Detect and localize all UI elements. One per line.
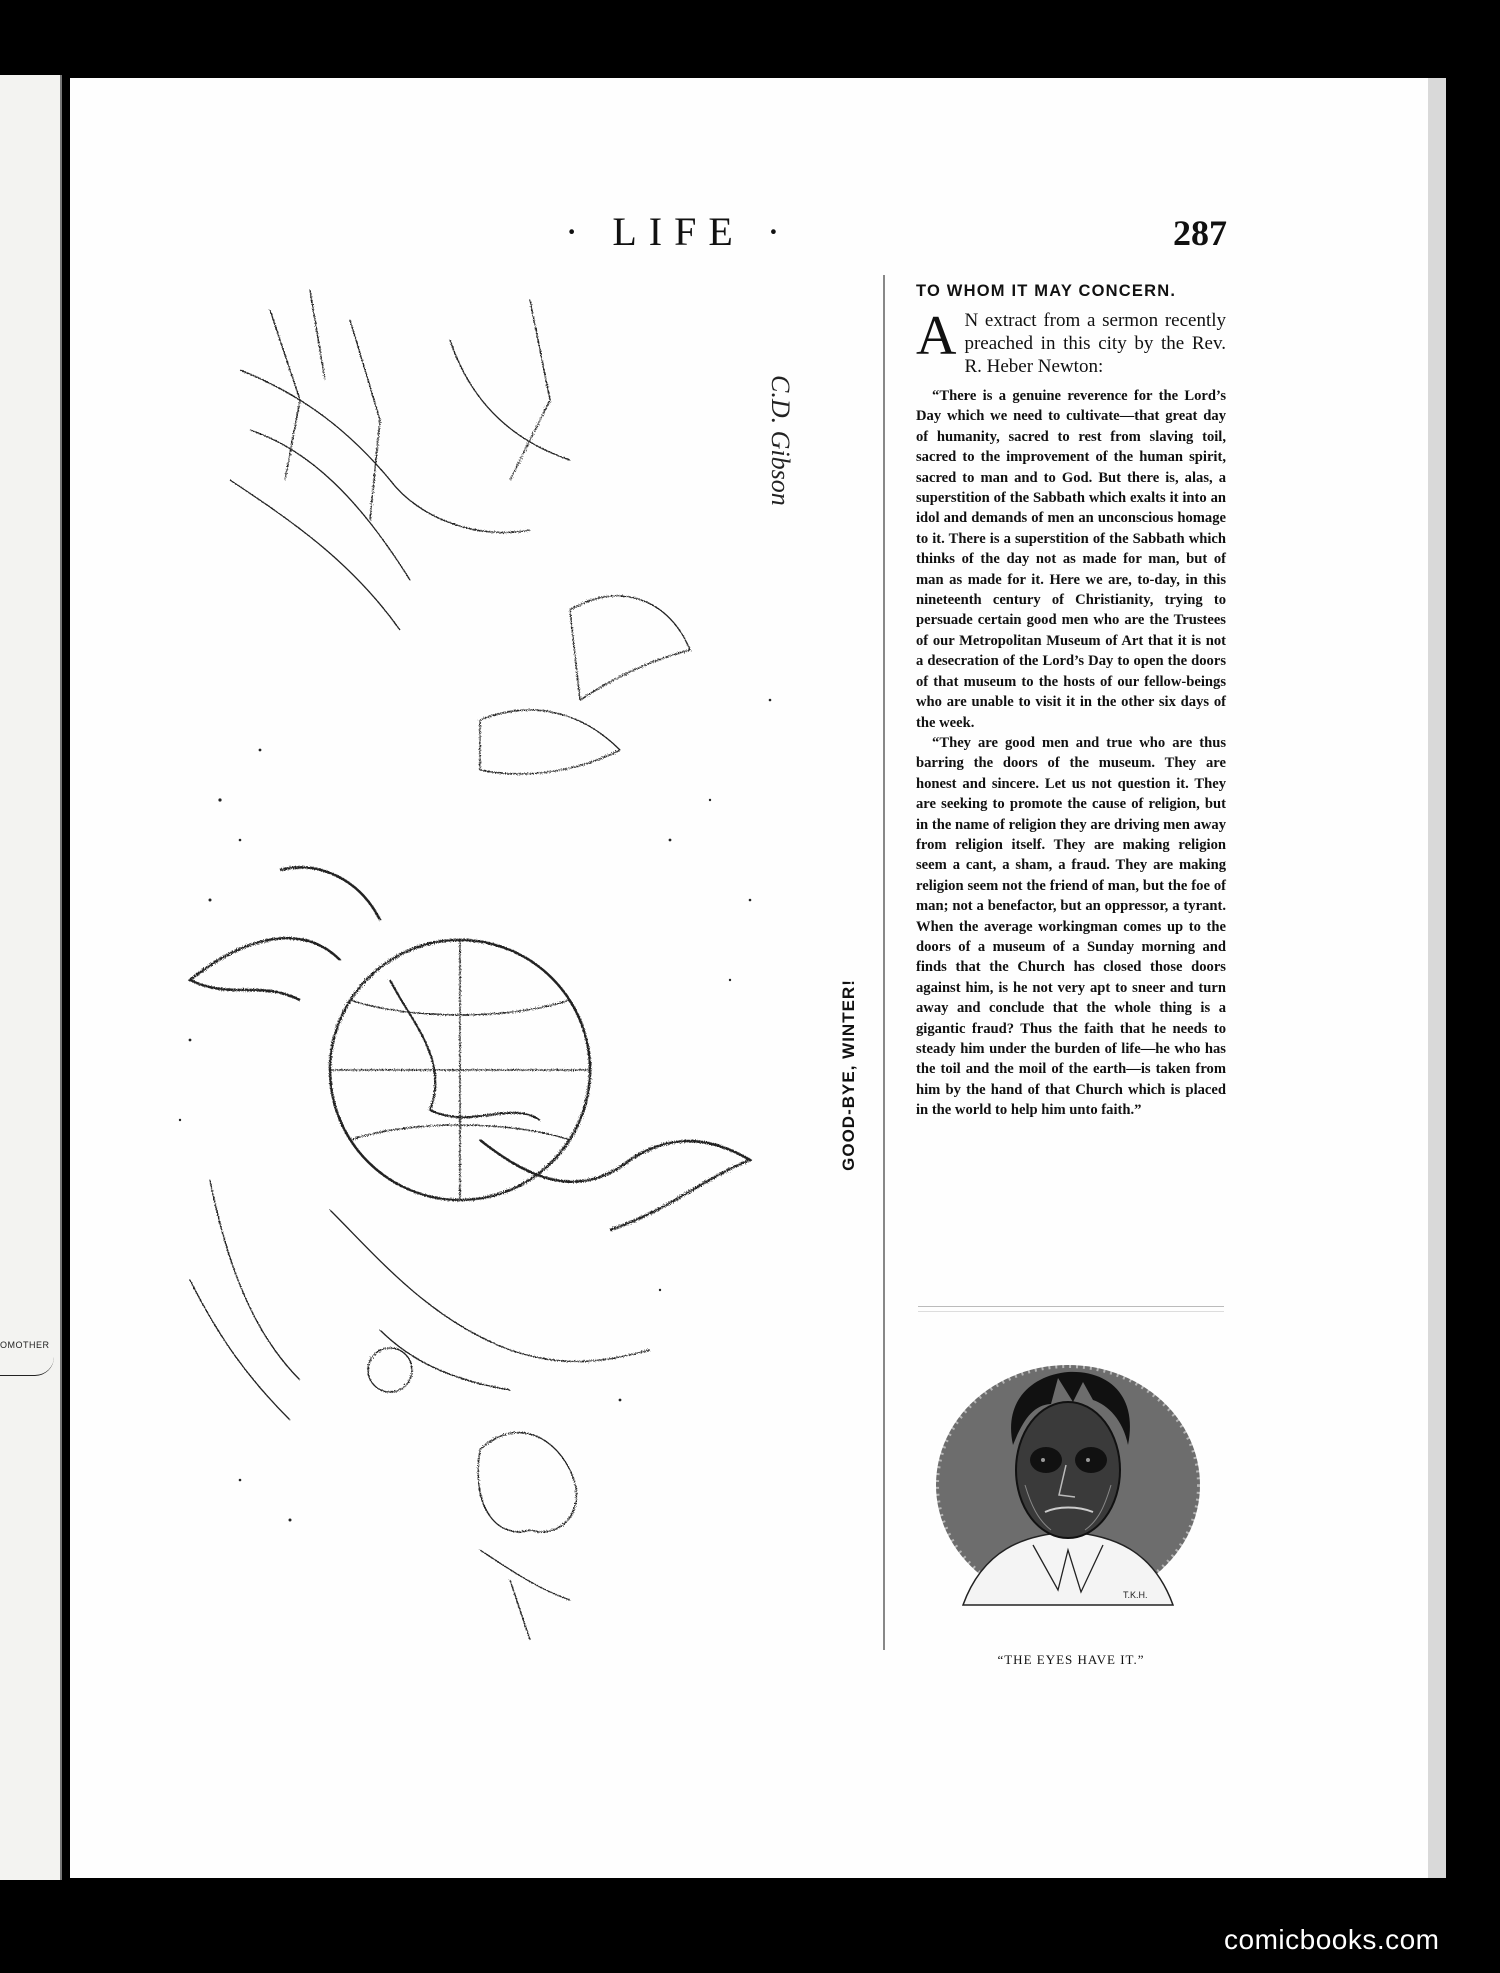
previous-page-edge [0,75,62,1880]
section-divider [918,1306,1224,1312]
article-title: TO WHOM IT MAY CONCERN. [916,282,1177,300]
illustration-signature: C.D. Gibson [766,375,795,506]
page-number: 287 [1173,213,1227,253]
quote-paragraph: “They are good men and true who are thus barring the doors of the museum. They are honest and sincere. Let us not question it. They are seeking to promote the cause of religion, but in the name of religion they are driving men away from religion itself. They are making religion seem a cant, a sham, a fraud. They are making religion seem not the friend of man, but the foe of man; not a benefactor, but an oppressor, a tyrant. When the average workingman comes up to the doors of a museum of a Sunday morning and finds that the Church has closed those doors against him, is he not very apt to sneer and turn away and conclude that the whole thing is a gigantic fraud? Thus the faith that he needs to steady him under the burden of life—he who has the toil and the moil of the earth—is taken from him by the hand of that Church which is placed in the world to help him unto faith.” [916,734,1226,1119]
previous-page-snippet: OMOTHER [0,1340,50,1350]
portrait-signature: T.K.H. [1123,1590,1148,1600]
previous-page-curve [0,1357,54,1376]
goodbye-winter-illustration [150,280,800,1660]
column-rule [883,275,885,1650]
portrait-illustration [933,1360,1203,1610]
sermon-quote [916,386,1226,1121]
article [916,282,1226,1121]
watermark: comicbooks.com [1224,1924,1440,1955]
page-edge-shadow [1428,78,1446,1878]
article-lead [916,305,1226,378]
quote-paragraph: “There is a genuine reverence for the Lord’s Day which we need to cultivate—that great day of humanity, sacred to rest from slaving toil, sacred to the improvement of the human spirit, sacred to man and to God. But there is, alas, a superstition of the Sabbath which exalts it into an idol and demands of men an unconscious homage to it. There is a superstition of the Sabbath which thinks of the day not as made for man, but of man as made for it. Here we are, to-day, in this nineteenth century of Christianity, trying to persuade certain good men who are the Trustees of our Metropolitan Museum of Art that it is not a desecration of the Lord’s Day to open the doors of that museum to the hosts of our fellow-beings who are unable to visit it in the other six days of the week. [916,388,1226,731]
lead-text: N extract from a sermon recently preached in this city by the Rev. R. Heber Newton: [964,310,1226,377]
portrait-caption: “THE EYES HAVE IT.” [997,1652,1145,1667]
masthead: · LIFE · [565,209,793,254]
illustration-caption: GOOD-BYE, WINTER! [839,979,858,1171]
drop-cap: A [916,305,957,367]
